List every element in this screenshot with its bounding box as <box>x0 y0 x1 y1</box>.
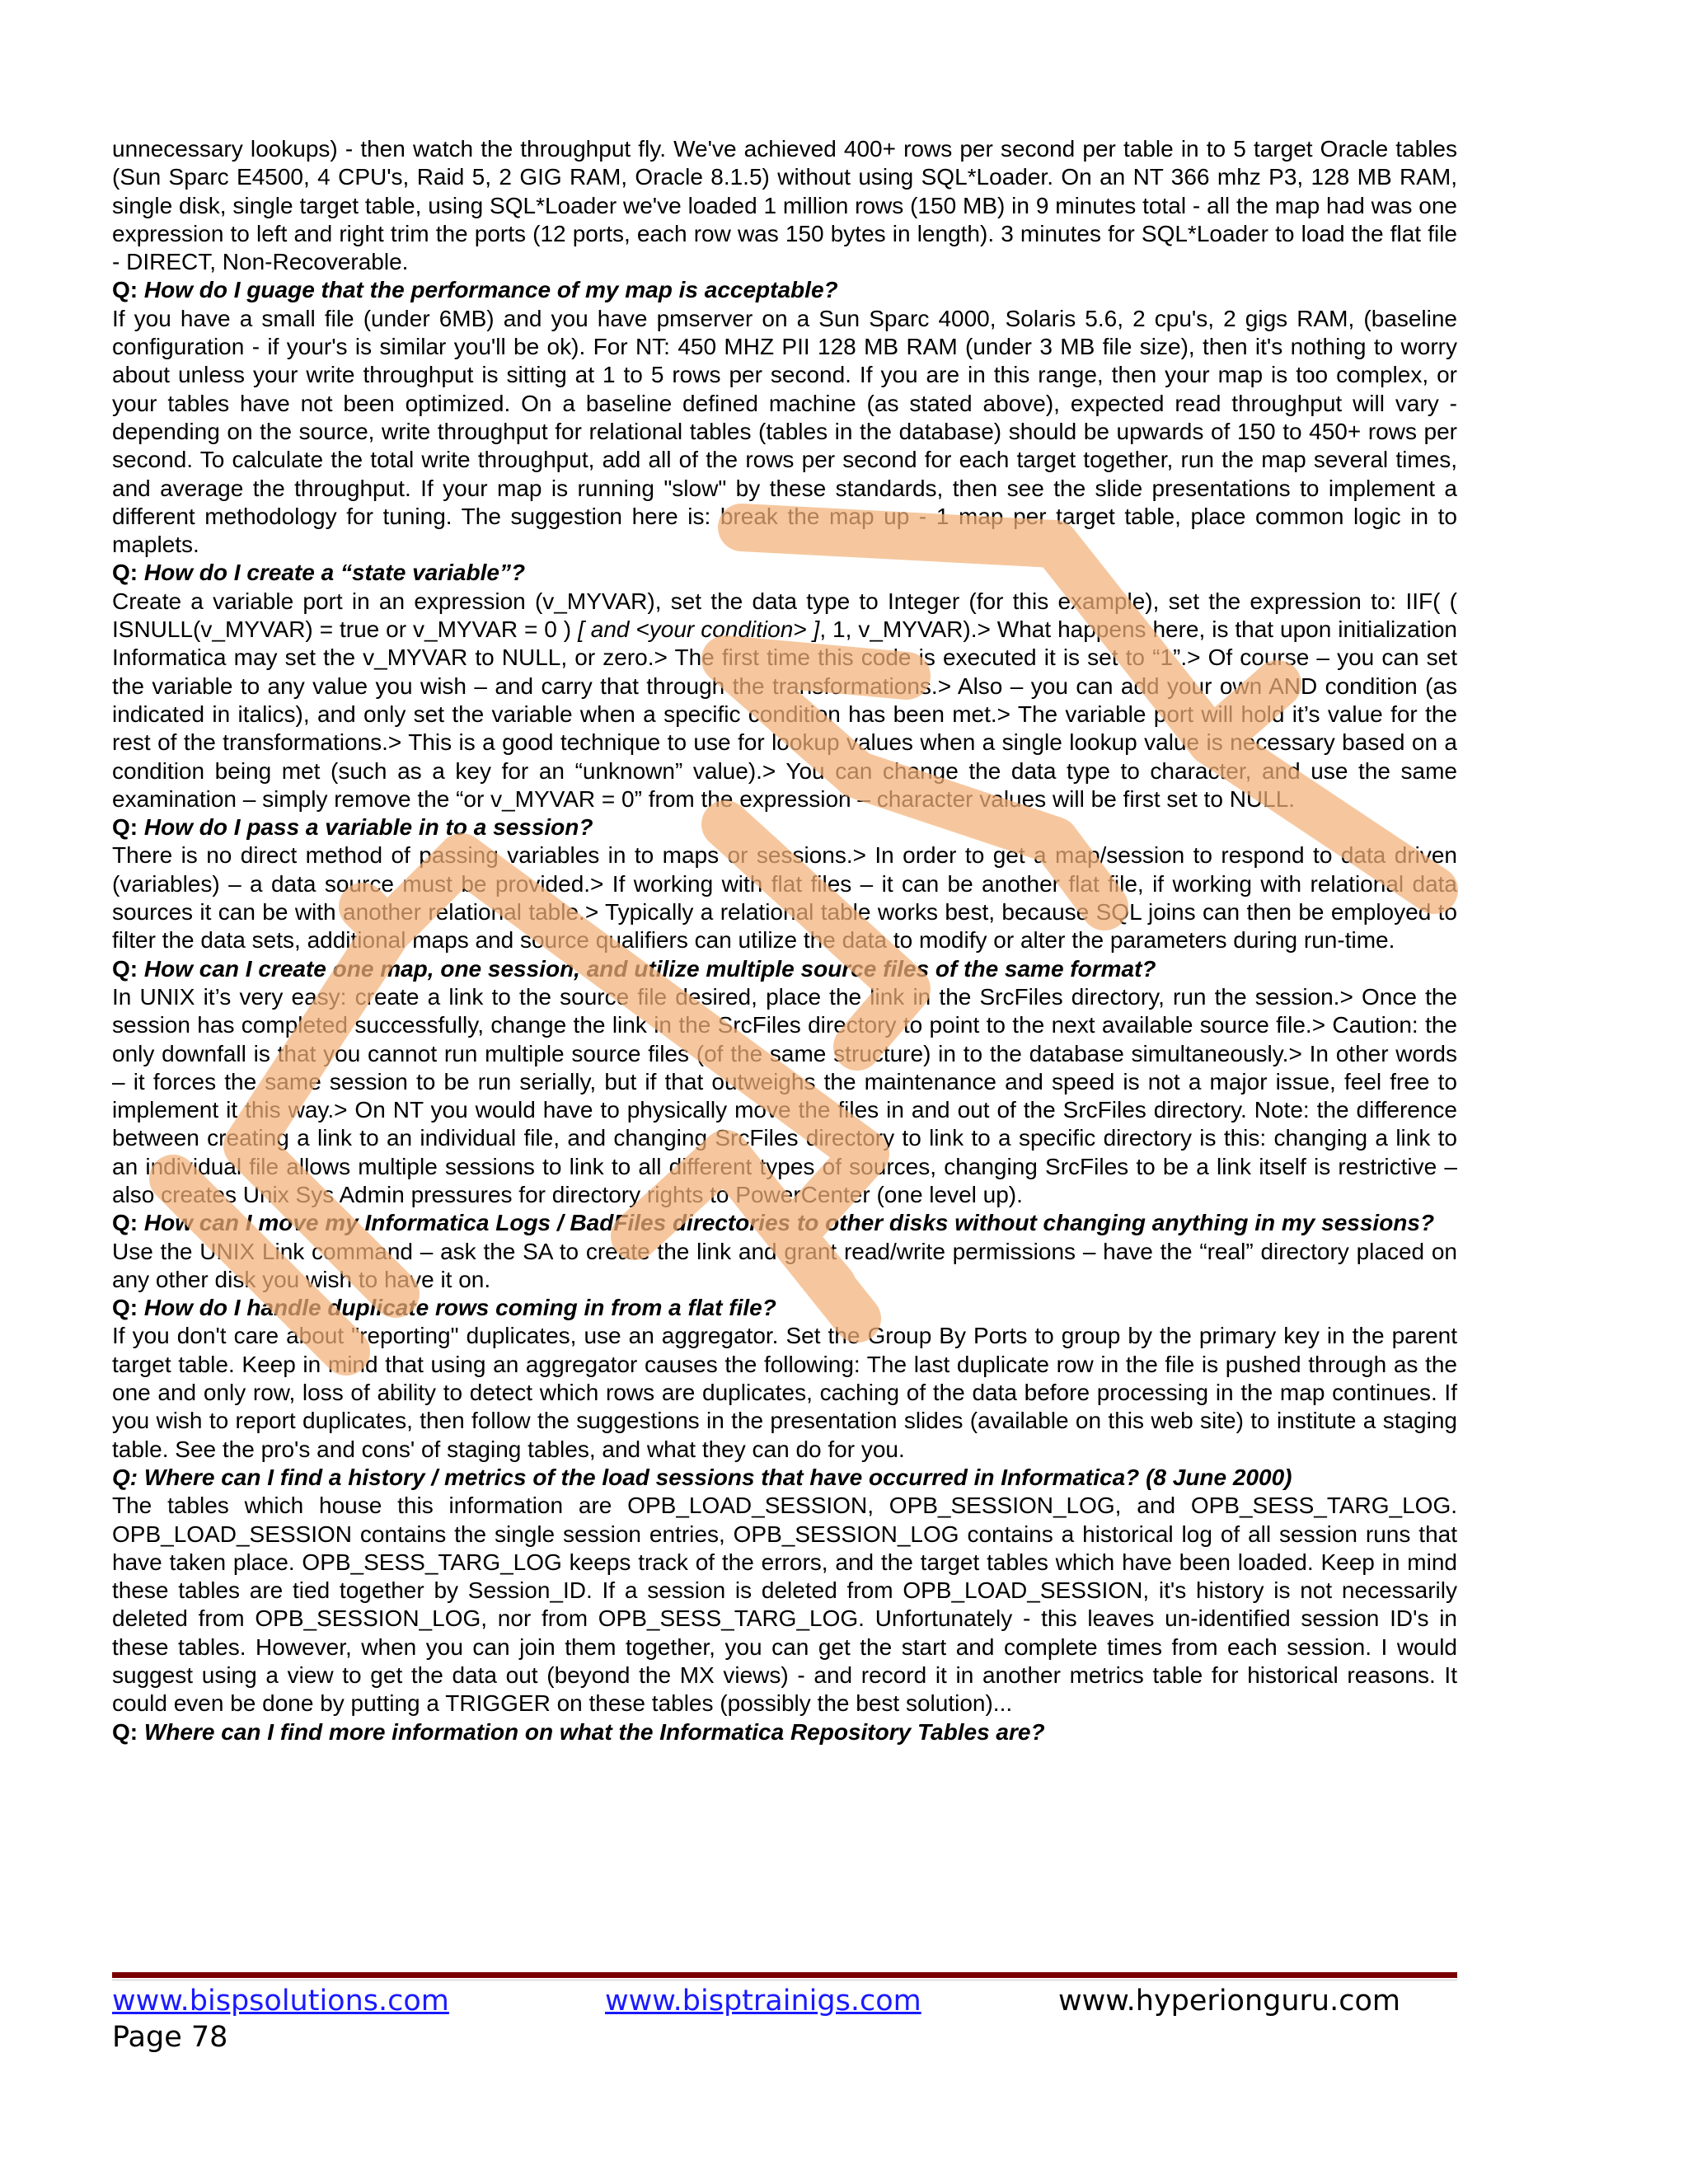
answer-paragraph: The tables which house this information are OPB_LOAD_SESSION, OPB_SESSION_LOG, and OPB_SESS_TARG_LOG. OPB_LOAD_SESSION contains the single session entries, OPB_SESSION_LOG contains a historical log of all session runs that have taken place. OPB_SESS_TARG_LOG keeps track of the errors, and the target tables which have been loaded. Keep in mind these tables are tied together by Session_ID. If a session is deleted from OPB_LOAD_SESSION, it's history is not necessarily deleted from OPB_SESSION_LOG, nor from OPB_SESS_TARG_LOG. Unfortunately - this leaves un-identified session ID's in these tables. However, when you can join them together, you can get the start and complete times from each session. I would suggest using a view to get the data out (beyond the MX views) - and record it in another metrics table for historical reasons. It could even be done by putting a TRIGGER on these tables (possibly the best solution)... <box>112 1493 1457 1717</box>
footer-link-bispsolutions[interactable]: www.bispsolutions.com <box>112 1985 449 2018</box>
footer-site-hyperionguru: www.hyperionguru.com <box>1058 1985 1400 2018</box>
italic-condition: [ and <your condition> ] <box>578 616 820 643</box>
question-text: How can I create one map, one session, and utilize multiple source files of the same format? <box>143 955 1156 982</box>
question-heading <box>112 559 1457 587</box>
question-heading <box>112 1718 1457 1746</box>
page-number: Page 78 <box>112 2021 228 2054</box>
answer-paragraph: If you have a small file (under 6MB) and you have pmserver on a Sun Sparc 4000, Solaris 5.6, 2 cpu's, 2 gigs RAM, (baseline configuration - if your's is similar you'll be ok). For NT: 450 MHZ PII 128 MB RAM (under 3 MB file size), then it's nothing to worry about unless your write throughput is sitting at 1 to 5 rows per second. If you are in this range, then your map is too complex, or your tables have not been optimized. On a baseline defined machine (as stated above), expected read throughput will vary - depending on the source, write throughput for relational tables (tables in the database) should be upwards of 150 to 450+ rows per second. To calculate the total write throughput, add all of the rows per second for each target together, run the map several times, and average the throughput. If your map is running "slow" by these standards, then see the slide presentations to implement a different methodology for tuning. The suggestion here is: break the map up - 1 map per target table, place common logic in to maplets. <box>112 305 1457 558</box>
paragraph: unnecessary lookups) - then watch the throughput fly. We've achieved 400+ rows per second per table in to 5 target Oracle tables (Sun Sparc E4500, 4 CPU's, Raid 5, 2 GIG RAM, Oracle 8.1.5) without using SQL*Loader. On an NT 366 mhz P3, 128 MB RAM, single disk, single target table, using SQL*Loader we've loaded 1 million rows (150 MB) in 9 minutes total - all the map had was one expression to left and right trim the ports (12 ports, each row was 150 bytes in length). 3 minutes for SQL*Loader to load the flat file - DIRECT, Non-Recoverable. <box>112 136 1457 275</box>
q-prefix: Q: <box>112 814 138 841</box>
q-prefix: Q: <box>112 1718 138 1745</box>
question-heading <box>112 1209 1457 1237</box>
question-heading <box>112 813 1457 841</box>
question-heading: Q: Where can I find a history / metrics of the load sessions that have occurred in Informatica? (8 June 2000) <box>112 1464 1292 1490</box>
question-text: How can I move my Informatica Logs / BadFiles directories to other disks without changing anything in my sessions? <box>143 1210 1435 1236</box>
question-text: How do I pass a variable in to a session? <box>143 814 593 841</box>
answer-paragraph: There is no direct method of passing variables in to maps or sessions.> In order to get a map/session to respond to data driven (variables) – a data source must be provided.> If working with flat files – it can be another flat file, if working with relational data sources it can be with another relational table.> Typically a relational table works best, because SQL joins can then be employed to filter the data sets, additional maps and source qualifiers can utilize the data to modify or alter the parameters during run-time. <box>112 842 1457 954</box>
page-body <box>112 135 1457 1746</box>
question-text: Where can I find more information on what the Informatica Repository Tables are? <box>143 1718 1045 1745</box>
answer-paragraph: Use the UNIX Link command – ask the SA to create the link and grant read/write permissions – have the “real” directory placed on any other disk you wish to have it on. <box>112 1238 1457 1292</box>
q-prefix: Q: <box>112 560 138 586</box>
question-text: How do I handle duplicate rows coming in from a flat file? <box>143 1295 776 1321</box>
q-prefix: Q: <box>112 1295 138 1321</box>
question-heading <box>112 1294 1457 1322</box>
answer-text: , 1, v_MYVAR).> What happens here, is that upon initialization Informatica may set the v_MYVAR to NULL, or zero.> The first time this code is executed it is set to “1”.> Of course – you can set the variable to any value you wish – and carry that through the transformations.> Also – you can add your own AND condition (as indicated in italics), and only set the variable when a specific condition has been met.> The variable port will hold it’s value for the rest of the transformations.> This is a good technique to use for lookup values when a single lookup value is necessary based on a condition being met (such as a key for an “unknown” value).> You can change the data type to character, and use the same examination – simply remove the “or v_MYVAR = 0” from the expression – character values will be first set to NULL. <box>112 616 1457 812</box>
question-heading <box>112 955 1457 983</box>
footer-rule <box>112 1972 1457 1978</box>
q-prefix: Q: <box>112 1210 138 1236</box>
answer-paragraph: If you don't care about "reporting" duplicates, use an aggregator. Set the Group By Ports to group by the primary key in the parent target table. Keep in mind that using an aggregator causes the following: The last duplicate row in the file is pushed through as the one and only row, loss of ability to detect which rows are duplicates, caching of the data before processing in the map continues. If you wish to report duplicates, then follow the suggestions in the presentation slides (available on this web site) to institute a staging table. See the pro's and cons' of staging tables, and what they can do for you. <box>112 1323 1457 1462</box>
question-heading <box>112 276 1457 304</box>
answer-paragraph <box>112 588 1457 813</box>
answer-text: Create a variable port in an expression (v_MYVAR), set the data type to Integer (for this example), set the expression to: IIF( ( ISNULL(v_MYVAR) = true or v_MYVAR = 0 ) <box>112 588 1457 643</box>
question-text: How do I guage that the performance of my map is acceptable? <box>143 277 838 303</box>
q-prefix: Q: <box>112 277 138 303</box>
q-prefix: Q: <box>112 955 138 982</box>
answer-paragraph: In UNIX it’s very easy: create a link to the source file desired, place the link in the SrcFiles directory, run the session.> Once the session has completed successfully, change the link in the SrcFiles directory to point to the next available source file.> Caution: the only downfall is that you cannot run multiple source files (of the same structure) in to the database simultaneously.> In other words – it forces the same session to be run serially, but if that outweighs the maintenance and speed is not a major issue, feel free to implement it this way.> On NT you would have to physically move the files in and out of the SrcFiles directory. Note: the difference between creating a link to an individual file, and changing SrcFiles directory to link to a specific directory is this: changing a link to an individual file allows multiple sessions to link to all different types of sources, changing SrcFiles to be a link itself is restrictive – also creates Unix Sys Admin pressures for directory rights to PowerCenter (one level up). <box>112 983 1457 1207</box>
footer-link-bisptrainigs[interactable]: www.bisptrainigs.com <box>605 1985 921 2018</box>
question-text: How do I create a “state variable”? <box>143 560 526 586</box>
